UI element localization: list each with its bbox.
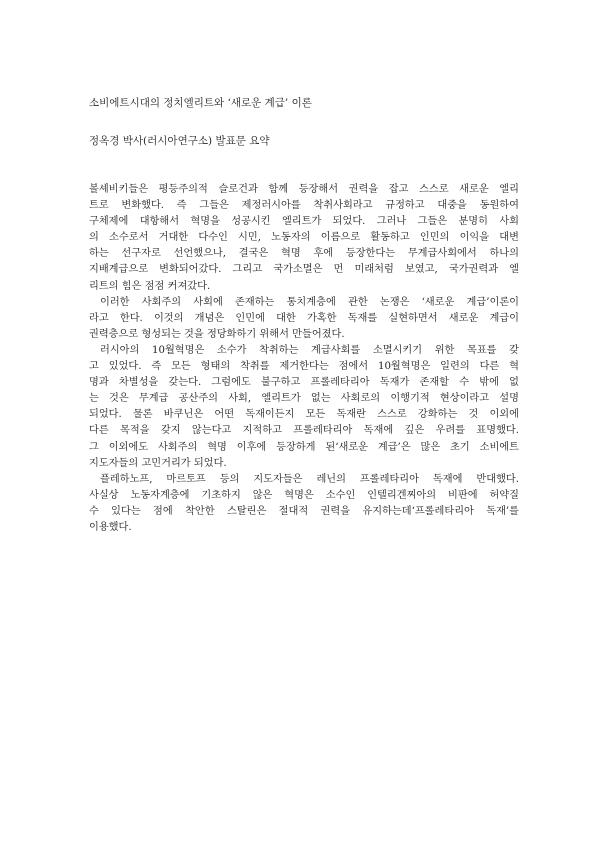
paragraph-1 [89,182,519,295]
text-line: 트로 변화했다. 즉 그들은 제정러시아를 착취사회라고 규정하고 대중을 동원하여 [89,200,519,212]
text-line: 리트의 힘은 점점 커져갔다. [89,280,211,292]
text-line: 사실상 노동자계층에 기초하지 않은 혁명은 소수인 인텔리겐찌아의 비판에 허약질 [89,489,519,501]
text-line: 그 이외에도 사회주의 혁명 이후에 등장하게 된‘새로운 계급’은 많은 초기 소비에트 [89,441,519,453]
document-subtitle: 정옥경 박사(러시아연구소) 발표문 요약 [89,135,270,147]
text-line: 권력층으로 형성되는 것을 정당화하기 위해서 만들어졌다. [89,328,345,340]
paragraph-3 [89,343,519,472]
text-line: 되었다. 물론 바쿠닌은 어떤 독재이든지 모든 독재란 스스로 강화하는 것 이외에 [89,409,519,421]
text-line: 지도자들의 고민거리가 되었다. [89,457,227,469]
text-line: 이러한 사회주의 사회에 존재하는 통치계층에 관한 논쟁은 ‘새로운 계급’이론이 [100,296,519,308]
document-title: 소비에트시대의 정치엘리트와 ‘새로운 계급’ 이론 [89,97,312,109]
text-line: 플레하노프, 마르토프 등의 지도자들은 레닌의 프롤레타리아 독재에 반대했다. [100,473,519,485]
text-line: 볼셰비키들은 평등주의적 슬로건과 함께 등장해서 권력을 잡고 스스로 새로운 엘리 [89,184,519,195]
text-line: 수 있다는 점에 착안한 스탈린은 절대적 권력을 유지하는데‘프롤레타리아 독재’를 [89,505,519,517]
text-line: 명과 차별성을 갖는다. 그럼에도 불구하고 프롤레타리아 독재가 존재할 수 밖에 없 [89,377,519,389]
paragraph-4 [89,472,519,536]
document-body [89,182,519,536]
text-line: 러시아의 10월혁명은 소수가 착취하는 계급사회를 소멸시키기 위한 목표를 갖 [100,344,519,356]
text-line: 이용했다. [89,521,132,533]
text-line: 라고 한다. 이것의 개념은 인민에 대한 가혹한 독재를 실현하면서 새로운 계급이 [89,312,519,324]
paragraph-2 [89,295,519,343]
text-line: 하는 선구자로 선언했으나, 결국은 혁명 후에 등장한다는 무계급사회에서 하나의 [89,248,519,260]
text-line: 구체제에 대항해서 혁명을 성공시킨 엘리트가 되었다. 그러나 그들은 분명히 사회 [89,216,519,228]
text-line: 지배계급으로 변화되어갔다. 그리고 국가소멸은 먼 미래처럼 보였고, 국가권력과 엘 [89,264,519,276]
text-line: 다른 목적을 갖지 않는다고 지적하고 프롤레타리아 독재에 깊은 우려를 표명했다. [89,425,519,437]
text-line: 는 것은 무계급 공산주의 사회, 엘리트가 없는 사회로의 이행기적 현상이라고 설명 [89,393,519,405]
text-line: 고 있었다. 즉 모든 형태의 착취를 제거한다는 점에서 10월혁명은 일련의 다른 혁 [89,361,519,373]
text-line: 의 소수로서 거대한 다수인 시민, 노동자의 이름으로 활동하고 인민의 이익을 대변 [89,232,519,244]
